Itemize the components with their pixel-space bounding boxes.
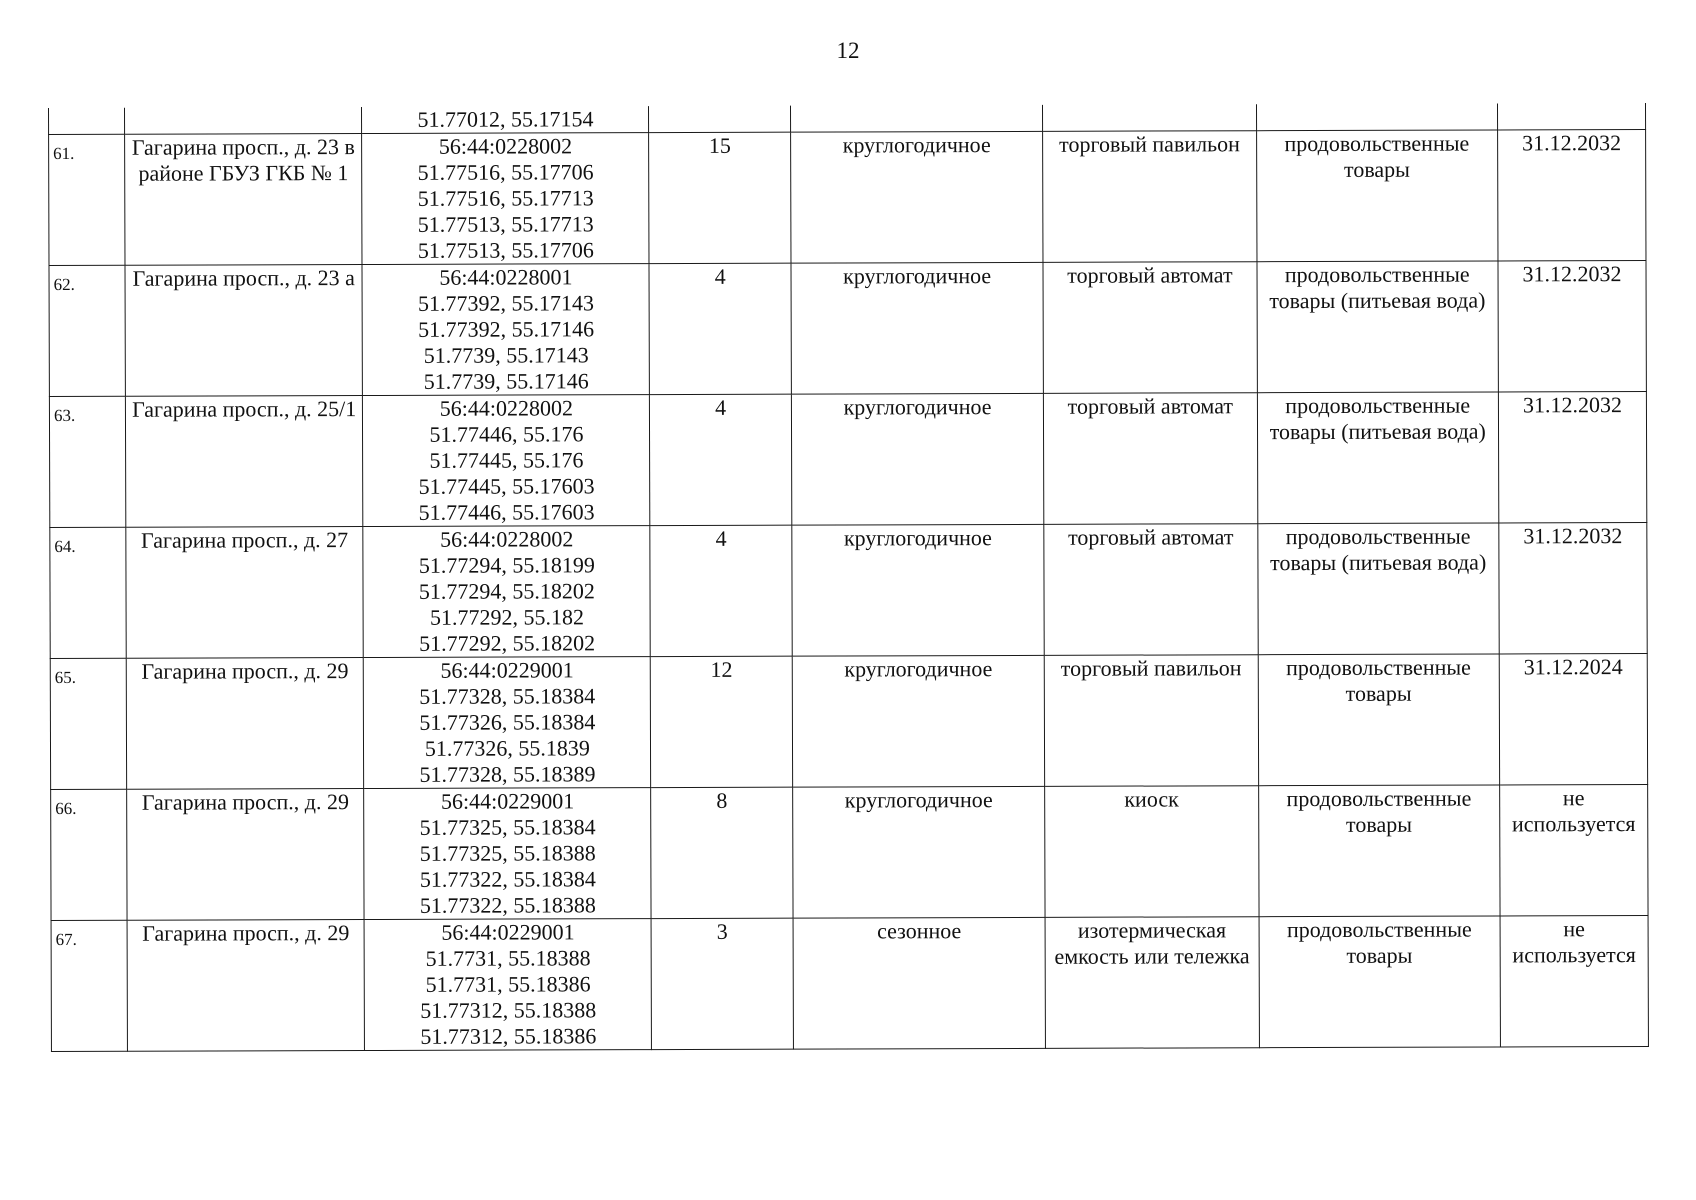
coord-line: 51.7731, 55.18386 xyxy=(425,971,591,997)
cell-object-type: торговый автомат xyxy=(1044,393,1258,525)
cell-num: 66. xyxy=(51,789,128,920)
cell-object-type xyxy=(1043,104,1256,131)
cell-num: 61. xyxy=(49,134,126,265)
table-body xyxy=(48,103,1648,1052)
coord-line: 51.77445, 55.17603 xyxy=(418,473,595,499)
cell-period: круглогодичное xyxy=(790,131,1043,263)
cell-object-type: торговый павильон xyxy=(1045,655,1259,787)
cadastral-number: 56:44:0229001 xyxy=(440,788,575,814)
cadastral-number: 56:44:0228002 xyxy=(440,526,574,552)
cell-area: 4 xyxy=(650,394,792,525)
coord-line: 51.77294, 55.18202 xyxy=(418,578,595,604)
cell-period: круглогодичное xyxy=(791,262,1044,394)
cell-coords xyxy=(362,106,649,133)
cell-period: круглогодичное xyxy=(792,524,1045,656)
placement-table xyxy=(48,103,1649,1052)
coord-line: 51.77392, 55.17146 xyxy=(418,316,595,342)
coord-line: 51.77516, 55.17713 xyxy=(417,185,594,211)
cell-object-type: торговый автомат xyxy=(1044,524,1258,656)
cell-object-type: изотермическая емкость или тележка xyxy=(1045,917,1259,1049)
coord-line: 51.77513, 55.17706 xyxy=(417,237,594,263)
cadastral-number: 56:44:0228002 xyxy=(438,133,573,159)
coord-line: 51.77322, 55.18388 xyxy=(419,892,596,918)
cell-goods: продовольственные товары xyxy=(1258,654,1500,786)
cell-area: 8 xyxy=(651,787,793,918)
cell-num: 64. xyxy=(50,527,127,658)
coord-line: 51.77312, 55.18388 xyxy=(420,997,597,1023)
cell-period: сезонное xyxy=(793,917,1046,1049)
coord-line: 51.77326, 55.18384 xyxy=(419,709,596,735)
cell-num: 67. xyxy=(51,920,128,1051)
cell-address: Гагарина просп., д. 29 xyxy=(126,658,364,790)
coord-line: 51.77326, 55.1839 xyxy=(424,735,590,761)
coord-line: 51.77328, 55.18389 xyxy=(419,761,596,787)
cell-goods xyxy=(1256,103,1498,130)
cell-goods: продовольственные товары xyxy=(1256,130,1498,262)
cell-coords xyxy=(363,395,651,527)
coord-line: 51.77294, 55.18199 xyxy=(418,552,595,578)
cell-period: круглогодичное xyxy=(792,655,1045,787)
cell-object-type: торговый автомат xyxy=(1043,262,1257,394)
cell-address: Гагарина просп., д. 23 в районе ГБУЗ ГКБ № 1 xyxy=(125,134,363,266)
cell-address: Гагарина просп., д. 29 xyxy=(127,789,365,921)
cell-address: Гагарина просп., д. 27 xyxy=(126,527,364,659)
cell-area xyxy=(649,106,791,133)
cell-coords xyxy=(362,133,650,265)
cell-goods: продовольственные товары xyxy=(1258,785,1500,917)
table-row xyxy=(50,653,1647,789)
cell-coords xyxy=(364,788,652,920)
cadastral-number: 56:44:0228001 xyxy=(439,264,573,290)
coord-line: 51.77012, 55.17154 xyxy=(417,106,594,132)
cell-goods: продовольственные товары xyxy=(1259,916,1501,1048)
table-row xyxy=(49,391,1646,527)
coord-line: 51.77325, 55.18384 xyxy=(419,814,596,840)
coord-line: 51.7739, 55.17143 xyxy=(423,342,589,368)
table-row xyxy=(51,915,1648,1051)
cell-term: 31.12.2032 xyxy=(1498,260,1646,391)
cell-term: 31.12.2032 xyxy=(1498,391,1646,522)
cell-object-type: торговый павильон xyxy=(1043,131,1257,263)
cell-coords xyxy=(364,919,652,1051)
cell-goods: продовольственные товары (питьевая вода) xyxy=(1256,261,1498,393)
coord-line: 51.77392, 55.17143 xyxy=(417,290,595,316)
cell-goods: продовольственные товары (питьевая вода) xyxy=(1257,392,1499,524)
coord-line: 51.77322, 55.18384 xyxy=(419,866,596,892)
table-row xyxy=(49,260,1646,396)
cell-object-type: киоск xyxy=(1045,786,1259,918)
cadastral-number: 56:44:0229001 xyxy=(440,657,574,683)
cell-address: Гагарина просп., д. 25/1 xyxy=(126,396,364,528)
coord-line: 51.77312, 55.18386 xyxy=(420,1023,597,1049)
cadastral-number: 56:44:0229001 xyxy=(441,919,575,945)
cell-address xyxy=(125,107,362,134)
cell-period xyxy=(790,105,1042,132)
cell-area: 3 xyxy=(652,918,794,1049)
cell-coords xyxy=(362,264,650,396)
cell-term: 31.12.2032 xyxy=(1499,522,1647,653)
coord-line: 51.77292, 55.182 xyxy=(429,604,585,630)
cell-period: круглогодичное xyxy=(791,393,1044,525)
cadastral-number: 56:44:0228002 xyxy=(439,395,573,421)
table-row xyxy=(50,522,1647,658)
cell-term: не используется xyxy=(1500,784,1648,915)
cell-coords xyxy=(363,526,651,658)
table-row xyxy=(49,129,1646,265)
cell-coords xyxy=(364,657,652,789)
cell-period: круглогодичное xyxy=(793,786,1046,918)
cell-num: 63. xyxy=(49,396,126,527)
coord-line: 51.77516, 55.17706 xyxy=(417,159,594,185)
cell-goods: продовольственные товары (питьевая вода) xyxy=(1257,523,1499,655)
cell-term: 31.12.2032 xyxy=(1498,129,1646,260)
cell-address: Гагарина просп., д. 29 xyxy=(127,920,365,1052)
cell-area: 12 xyxy=(651,656,793,787)
cell-term: 31.12.2024 xyxy=(1499,653,1647,784)
coord-line: 51.77292, 55.18202 xyxy=(419,630,596,656)
coord-line: 51.7739, 55.17146 xyxy=(423,368,589,394)
coord-line: 51.77445, 55.176 xyxy=(429,447,584,473)
cell-area: 4 xyxy=(650,525,792,656)
coord-line: 51.77446, 55.176 xyxy=(429,421,584,447)
cell-num: 62. xyxy=(49,265,126,396)
coord-line: 51.77446, 55.17603 xyxy=(418,499,595,525)
cell-term xyxy=(1497,103,1645,130)
cell-num xyxy=(48,108,124,135)
page-number: 12 xyxy=(836,38,860,63)
coord-line: 51.77513, 55.17713 xyxy=(417,211,594,237)
cell-area: 15 xyxy=(649,132,791,263)
coord-line: 51.7731, 55.18388 xyxy=(425,945,591,971)
cell-area: 4 xyxy=(649,263,791,394)
cell-term: не используется xyxy=(1500,915,1648,1046)
table-row xyxy=(51,784,1648,920)
coord-line: 51.77328, 55.18384 xyxy=(419,683,596,709)
coord-line: 51.77325, 55.18388 xyxy=(419,840,596,866)
cell-num: 65. xyxy=(50,658,127,789)
cell-address: Гагарина просп., д. 23 а xyxy=(125,265,363,397)
